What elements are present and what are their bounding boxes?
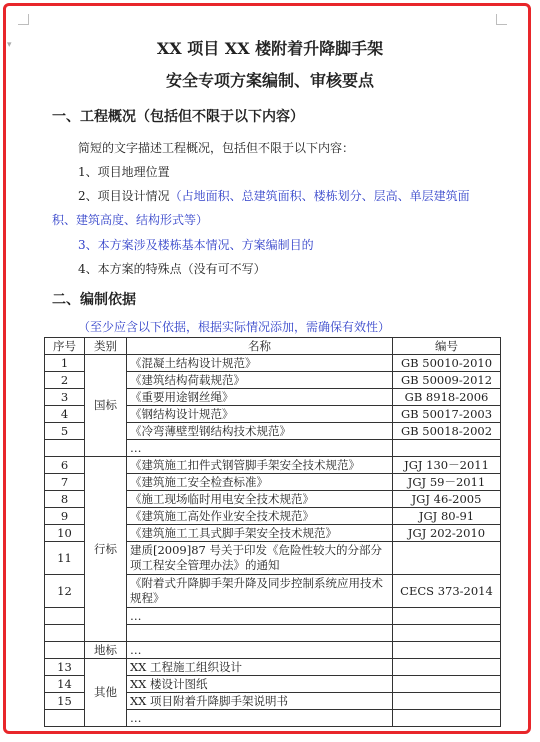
category-other: 其他 bbox=[85, 659, 127, 727]
section1-item4: 4、本方案的特殊点（没有可不写） bbox=[78, 262, 266, 276]
row-no: 11 bbox=[45, 542, 85, 575]
row-code: JGJ 130－2011 bbox=[393, 457, 501, 474]
section1-item2-detail-cont: 积、建筑高度、结构形式等） bbox=[52, 213, 209, 227]
row-no: 15 bbox=[45, 693, 85, 710]
row-code: GB 50009-2012 bbox=[393, 372, 501, 389]
row-no bbox=[45, 440, 85, 457]
table-row bbox=[45, 659, 501, 676]
header-name: 名称 bbox=[127, 338, 393, 355]
row-no: 5 bbox=[45, 423, 85, 440]
document-subtitle: 安全专项方案编制、审核要点 bbox=[165, 71, 374, 90]
row-no: 2 bbox=[45, 372, 85, 389]
section2-note: （至少应含以下依据，根据实际情况添加，需确保有效性） bbox=[78, 320, 391, 334]
row-code: JGJ 59－2011 bbox=[393, 474, 501, 491]
table-header-row bbox=[45, 338, 501, 355]
row-code bbox=[393, 440, 501, 457]
row-no: 3 bbox=[45, 389, 85, 406]
row-code bbox=[393, 542, 501, 575]
category-national: 国标 bbox=[85, 355, 127, 457]
row-no: 13 bbox=[45, 659, 85, 676]
row-code: GB 50017-2003 bbox=[393, 406, 501, 423]
row-ellipsis: … bbox=[127, 608, 393, 625]
row-code: GB 50018-2002 bbox=[393, 423, 501, 440]
section1-item2-detail: （占地面积、总建筑面积、楼栋划分、层高、单层建筑面 bbox=[169, 189, 470, 203]
row-name: 《建筑施工工具式脚手架安全技术规范》 bbox=[127, 525, 393, 542]
row-code bbox=[393, 625, 501, 642]
row-no bbox=[45, 625, 85, 642]
margin-corner-mark bbox=[496, 14, 507, 25]
row-no: 6 bbox=[45, 457, 85, 474]
row-code bbox=[393, 676, 501, 693]
row-name: 《重要用途钢丝绳》 bbox=[127, 389, 393, 406]
section2-heading: 二、编制依据 bbox=[52, 292, 136, 308]
row-ellipsis: … bbox=[127, 440, 393, 457]
row-ellipsis: … bbox=[127, 642, 393, 659]
row-name: XX 工程施工组织设计 bbox=[127, 659, 393, 676]
row-no: 1 bbox=[45, 355, 85, 372]
row-no: 4 bbox=[45, 406, 85, 423]
row-code: GB 8918-2006 bbox=[393, 389, 501, 406]
header-category: 类别 bbox=[85, 338, 127, 355]
row-name: 《建筑结构荷载规范》 bbox=[127, 372, 393, 389]
margin-corner-mark bbox=[18, 14, 29, 25]
reference-table bbox=[44, 337, 501, 727]
row-name: 《附着式升降脚手架升降及同步控制系统应用技术规程》 bbox=[127, 575, 393, 608]
header-code: 编号 bbox=[393, 338, 501, 355]
section1-item2-prefix: 2、项目设计情况 bbox=[78, 189, 170, 203]
row-name: 《冷弯薄壁型钢结构技术规范》 bbox=[127, 423, 393, 440]
row-code bbox=[393, 710, 501, 727]
row-code: JGJ 80-91 bbox=[393, 508, 501, 525]
row-code bbox=[393, 608, 501, 625]
row-no bbox=[45, 608, 85, 625]
table-row bbox=[45, 355, 501, 372]
row-name bbox=[127, 625, 393, 642]
row-no: 7 bbox=[45, 474, 85, 491]
row-code: JGJ 46-2005 bbox=[393, 491, 501, 508]
row-code bbox=[393, 642, 501, 659]
row-no: 8 bbox=[45, 491, 85, 508]
table-row bbox=[45, 457, 501, 474]
row-name: 《建筑施工安全检查标准》 bbox=[127, 474, 393, 491]
row-name: 《钢结构设计规范》 bbox=[127, 406, 393, 423]
row-name: 《建筑施工高处作业安全技术规范》 bbox=[127, 508, 393, 525]
row-code: JGJ 202-2010 bbox=[393, 525, 501, 542]
header-no: 序号 bbox=[45, 338, 85, 355]
document-title: XX 项目 XX 楼附着升降脚手架 bbox=[156, 39, 384, 58]
row-code: CECS 373-2014 bbox=[393, 575, 501, 608]
category-local: 地标 bbox=[85, 642, 127, 659]
section1-heading: 一、工程概况（包括但不限于以下内容） bbox=[52, 109, 304, 125]
row-no bbox=[45, 642, 85, 659]
row-no bbox=[45, 710, 85, 727]
row-no: 10 bbox=[45, 525, 85, 542]
row-no: 9 bbox=[45, 508, 85, 525]
row-no: 14 bbox=[45, 676, 85, 693]
table-row-ellipsis bbox=[45, 642, 501, 659]
collapse-arrow-icon[interactable]: ▾ bbox=[7, 40, 12, 50]
row-name: XX 楼设计图纸 bbox=[127, 676, 393, 693]
row-name: 《施工现场临时用电安全技术规范》 bbox=[127, 491, 393, 508]
row-code bbox=[393, 693, 501, 710]
row-ellipsis: … bbox=[127, 710, 393, 727]
row-code bbox=[393, 659, 501, 676]
row-code: GB 50010-2010 bbox=[393, 355, 501, 372]
section1-item3: 3、本方案涉及楼栋基本情况、方案编制目的 bbox=[78, 238, 314, 252]
section1-item1: 1、项目地理位置 bbox=[78, 165, 170, 179]
section1-intro: 简短的文字描述工程概况，包括但不限于以下内容： bbox=[78, 141, 355, 155]
row-name: XX 项目附着升降脚手架说明书 bbox=[127, 693, 393, 710]
row-no: 12 bbox=[45, 575, 85, 608]
category-industry: 行标 bbox=[85, 457, 127, 642]
row-name: 建质[2009]87 号关于印发《危险性较大的分部分项工程安全管理办法》的通知 bbox=[127, 542, 393, 575]
row-name: 《建筑施工扣件式钢管脚手架安全技术规范》 bbox=[127, 457, 393, 474]
row-name: 《混凝土结构设计规范》 bbox=[127, 355, 393, 372]
section1-item2 bbox=[78, 187, 470, 204]
